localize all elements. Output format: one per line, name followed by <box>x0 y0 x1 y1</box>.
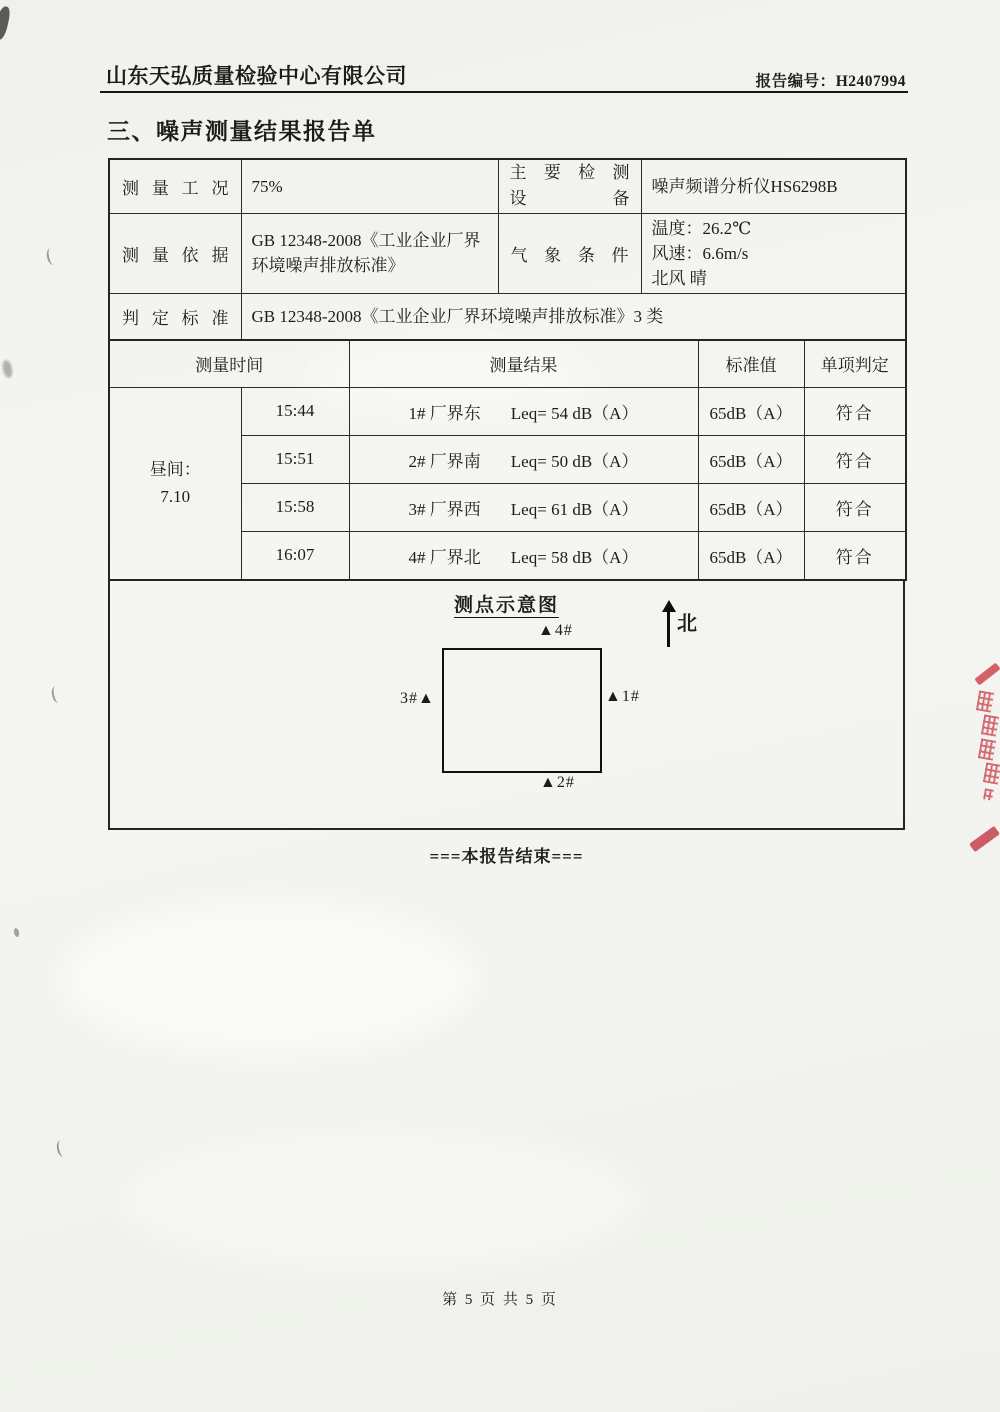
judgement-cell: 符合 <box>804 483 906 531</box>
period-cell <box>109 387 241 580</box>
header-time: 测量时间 <box>109 341 349 387</box>
point-name: 4# 厂界北 <box>408 547 481 567</box>
equipment-value: 噪声频谱分析仪HS6298B <box>641 159 906 213</box>
judgement-cell: 符合 <box>804 435 906 483</box>
end-of-report-text: ===本报告结束=== <box>429 847 584 866</box>
weather-wind-sky: 北风 晴 <box>651 268 707 288</box>
stamp-glyph <box>983 762 1000 784</box>
north-arrow-icon <box>667 610 670 647</box>
point-marker-1: ▲1# <box>605 688 640 705</box>
point-marker-4: ▲4# <box>538 622 573 639</box>
point-marker-2: ▲2# <box>540 774 575 791</box>
info-table <box>108 158 907 341</box>
weather-value <box>641 213 906 293</box>
stamp-glyph <box>978 738 996 760</box>
info-row-criterion <box>109 293 906 340</box>
paper-light-patch <box>120 1130 640 1270</box>
header-standard: 标准值 <box>698 341 804 387</box>
scan-artifact <box>50 685 63 704</box>
leq-value: Leq= 58 dB（A） <box>510 547 639 567</box>
red-stamp-fragment <box>959 666 1000 846</box>
info-row-condition <box>109 159 906 213</box>
point-name: 3# 厂界西 <box>408 499 481 519</box>
report-number <box>756 69 906 91</box>
weather-temperature: 温度：26.2℃ <box>651 218 752 238</box>
criterion-label: 判 定 标 准 <box>109 293 241 340</box>
result-cell <box>349 435 698 483</box>
result-cell <box>349 483 698 531</box>
point-name: 2# 厂界南 <box>408 451 481 471</box>
equipment-label <box>498 159 641 213</box>
measuring-point-diagram <box>108 581 905 830</box>
scan-artifact <box>45 247 58 266</box>
weather-label: 气 象 条 件 <box>498 213 641 293</box>
result-cell <box>349 531 698 580</box>
scan-artifact <box>1 359 14 378</box>
condition-value: 75% <box>241 159 498 213</box>
leq-value: Leq= 61 dB（A） <box>510 499 639 519</box>
standard-cell: 65dB（A） <box>698 435 804 483</box>
scan-artifact-corner <box>0 5 11 41</box>
stamp-glyph <box>976 690 994 712</box>
report-number-label: 报告编号： <box>755 73 836 90</box>
basis-label: 测 量 依 据 <box>109 213 241 293</box>
weather-wind-speed: 风速：6.6m/s <box>651 243 749 263</box>
basis-value: GB 12348-2008《工业企业厂界环境噪声排放标准》 <box>241 213 498 293</box>
standard-cell: 65dB（A） <box>698 387 804 435</box>
results-header-row <box>109 341 906 387</box>
section-title: 三、噪声测量结果报告单 <box>107 118 377 144</box>
header-rule <box>100 91 908 93</box>
time-cell: 15:58 <box>241 483 349 531</box>
standard-cell: 65dB（A） <box>698 531 804 580</box>
results-table <box>108 341 907 581</box>
diagram-title: 测点示意图 <box>453 595 559 616</box>
report-number-value: H2407994 <box>835 73 906 90</box>
page-number: 第 5 页 共 5 页 <box>442 1292 558 1308</box>
standard-cell: 65dB（A） <box>698 483 804 531</box>
stamp-glyph <box>983 788 994 800</box>
stamp-stroke <box>974 663 1000 686</box>
time-cell: 15:44 <box>241 387 349 435</box>
stamp-stroke <box>969 826 1000 852</box>
period-line2: 7.10 <box>160 487 191 507</box>
criterion-value: GB 12348-2008《工业企业厂界环境噪声排放标准》3 类 <box>241 293 906 340</box>
north-label: 北 <box>677 613 697 635</box>
point-name: 1# 厂界东 <box>408 403 481 423</box>
judgement-cell: 符合 <box>804 387 906 435</box>
scan-artifact <box>55 1139 68 1158</box>
period-line1: 昼间： <box>149 460 201 480</box>
result-row-1 <box>109 387 906 435</box>
header-result: 测量结果 <box>349 341 698 387</box>
company-name: 山东天弘质量检验中心有限公司 <box>106 65 407 88</box>
leq-value: Leq= 50 dB（A） <box>510 451 639 471</box>
point-marker-3: 3#▲ <box>400 690 435 707</box>
equipment-label-line2: 设 备 <box>509 189 630 209</box>
header-judgement: 单项判定 <box>804 341 906 387</box>
equipment-label-line1: 主 要 检 测 <box>509 163 630 183</box>
stamp-glyph <box>981 714 999 736</box>
condition-label: 测 量 工 况 <box>109 159 241 213</box>
time-cell: 16:07 <box>241 531 349 580</box>
report-tables <box>108 158 905 830</box>
result-cell <box>349 387 698 435</box>
info-row-basis <box>109 213 906 293</box>
leq-value: Leq= 54 dB（A） <box>510 403 639 423</box>
judgement-cell: 符合 <box>804 531 906 580</box>
time-cell: 15:51 <box>241 435 349 483</box>
factory-boundary-square <box>442 648 602 773</box>
scan-artifact <box>13 928 20 938</box>
paper-light-patch <box>60 900 480 1060</box>
